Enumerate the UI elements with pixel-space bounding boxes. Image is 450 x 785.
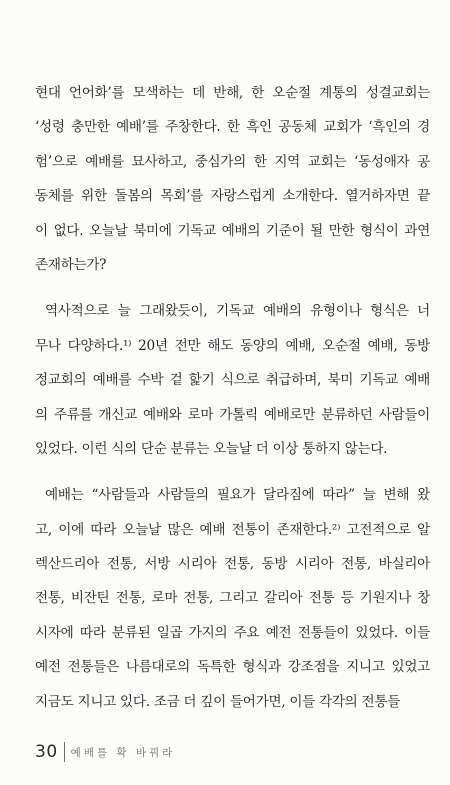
paragraph <box>35 76 430 282</box>
text-line: 예배는 “사람들과 사람들의 필요가 달라짐에 따라” 늘 변해 왔 <box>45 487 430 504</box>
text-line: 시자에 따라 분류된 일곱 가지의 주요 예전 전통들이 있었다. 이들 <box>35 624 430 641</box>
paragraph-gap <box>35 282 430 294</box>
text-line: 무나 다양하다.¹⁾ 20년 전만 해도 동양의 예배, 오순절 예배, 동방 <box>35 337 430 354</box>
text-line: 역사적으로 늘 그래왔듯이, 기독교 예배의 유형이나 형식은 너 <box>45 303 430 320</box>
running-head: 예배를 확 바꿔라 <box>70 746 176 759</box>
text-line: 동체를 위한 돌봄의 목회’를 자랑스럽게 소개한다. 열거하자면 끝 <box>35 188 430 205</box>
text-line: ‘성령 충만한 예배’를 주창한다. 한 흑인 공동체 교회가 ‘흑인의 경 <box>35 119 430 136</box>
footer-divider <box>64 742 65 762</box>
paragraph <box>35 478 430 719</box>
paragraph <box>35 294 430 466</box>
page-number: 30 <box>35 742 58 762</box>
text-line: 이 없다. 오늘날 북미에 기독교 예배의 기준이 될 만한 형식이 과연 <box>35 222 430 239</box>
text-line: 존재하는가? <box>35 256 107 273</box>
paragraph-gap <box>35 466 430 478</box>
text-line: 정교회의 예배를 수박 겉 핥기 식으로 취급하며, 북미 기독교 예배 <box>35 372 430 389</box>
text-line: 의 주류를 개신교 예배와 로마 가톨릭 예배로만 분류하던 사람들이 <box>35 406 430 423</box>
text-line: 있었다. 이런 식의 단순 분류는 오늘날 더 이상 통하지 않는다. <box>35 440 388 457</box>
text-line: 지금도 지니고 있다. 조금 더 깊이 들어가면, 이들 각각의 전통들 <box>35 693 401 710</box>
text-line: 험’으로 예배를 묘사하고, 중심가의 한 지역 교회는 ‘동성애자 공 <box>35 153 430 170</box>
text-line: 현대 언어화’를 모색하는 데 반해, 한 오순절 계통의 성결교회는 <box>35 85 430 101</box>
body-text <box>35 76 430 719</box>
text-line: 렉산드리아 전통, 서방 시리아 전통, 동방 시리아 전통, 바실리아 <box>35 556 430 573</box>
text-line: 전통, 비잔틴 전통, 로마 전통, 그리고 갈리아 전통 등 기원지나 창 <box>35 590 430 607</box>
text-line: 고, 이에 따라 오늘날 많은 예배 전통이 존재한다.²⁾ 고전적으로 알 <box>35 521 430 538</box>
text-line: 예전 전통들은 나름대로의 독특한 형식과 강조점을 지니고 있었고 <box>35 659 430 676</box>
page-footer <box>35 740 175 764</box>
